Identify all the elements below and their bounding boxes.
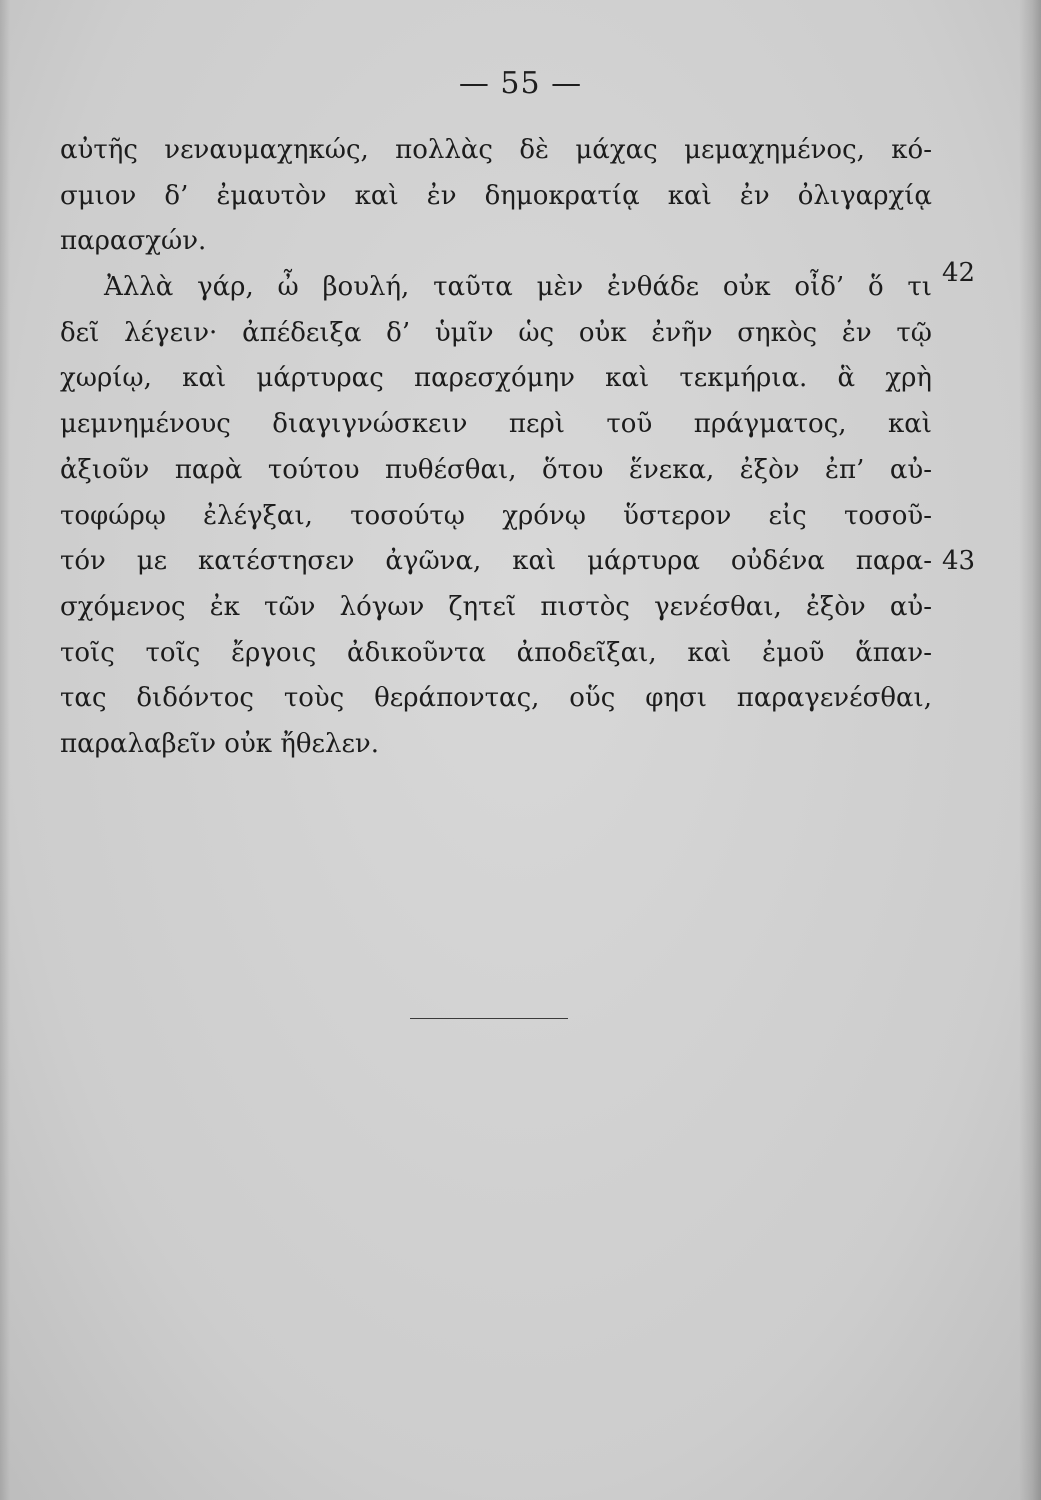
page-right-shadow [1019, 0, 1041, 1500]
end-divider-rule [410, 1018, 568, 1019]
text-line: μεμνημένους διαγιγνώσκειν περὶ τοῦ πράγματος, καὶ [60, 409, 932, 440]
page-left-shadow [0, 0, 10, 1500]
text-line: χωρίῳ, καὶ μάρτυρας παρεσχόμην καὶ τεκμήρια. ἃ χρὴ [60, 363, 932, 394]
text-line: παραλαβεῖν οὐκ ἤθελεν. [60, 728, 379, 759]
text-line: σχόμενος ἐκ τῶν λόγων ζητεῖ πιστὸς γενέσθαι, ἐξὸν αὐ- [60, 591, 932, 622]
text-line: τοφώρῳ ἐλέγξαι, τοσούτῳ χρόνῳ ὕστερον εἰς τοσοῦ- [60, 500, 932, 531]
text-line: αὐτῆς νεναυμαχηκώς, πολλὰς δὲ μάχας μεμαχημένος, κό- [60, 135, 932, 165]
text-line: παρασχών. [60, 226, 207, 257]
text-line: δεῖ λέγειν· ἀπέδειξα δ’ ὑμῖν ὡς οὐκ ἐνῆν σηκὸς ἐν τῷ [60, 317, 932, 348]
greek-text-block [60, 128, 932, 768]
margin-section-number: 42 [942, 258, 976, 288]
text-line: Ἀλλὰ γάρ, ὦ βουλή, ταῦτα μὲν ἐνθάδε οὐκ οἶδ’ ὅ τι [104, 272, 932, 303]
text-line: τόν με κατέστησεν ἀγῶνα, καὶ μάρτυρα οὐδένα παρα- [60, 546, 932, 577]
margin-section-number: 43 [942, 546, 976, 576]
page-number: — 55 — [458, 66, 583, 101]
text-line: σμιον δ’ ἐμαυτὸν καὶ ἐν δημοκρατίᾳ καὶ ἐν ὀλιγαρχίᾳ [60, 180, 932, 211]
text-line: τας διδόντος τοὺς θεράποντας, οὕς φησι παραγενέσθαι, [60, 683, 932, 714]
text-line: τοῖς τοῖς ἔργοις ἀδικοῦντα ἀποδεῖξαι, καὶ ἐμοῦ ἅπαν- [60, 637, 932, 668]
text-line: ἀξιοῦν παρὰ τούτου πυθέσθαι, ὅτου ἕνεκα, ἐξὸν ἐπ’ αὐ- [60, 454, 932, 485]
